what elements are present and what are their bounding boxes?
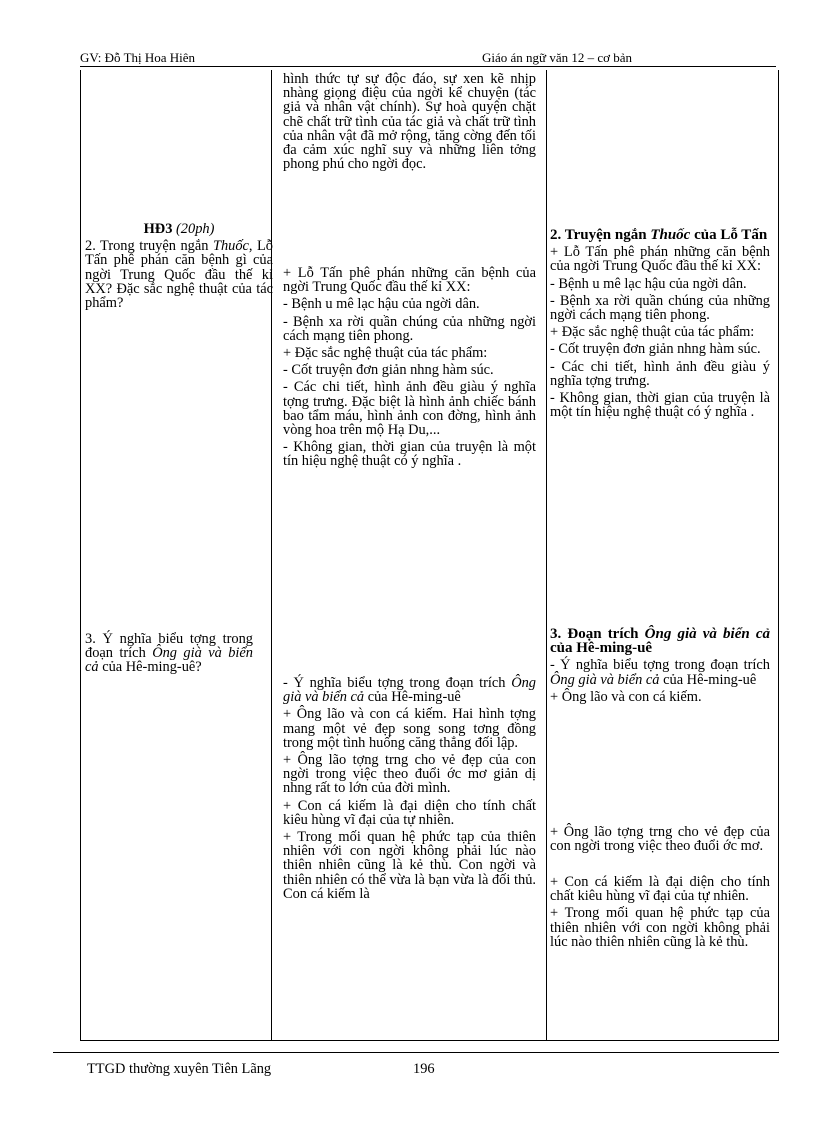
og-intro xyxy=(283,676,536,704)
og-intro-title: Ông già và biển cả xyxy=(283,675,536,706)
og-content xyxy=(283,676,536,904)
og-intro-a: - Ý nghĩa biểu tợng trong đoạn trích xyxy=(550,657,770,674)
content-intro xyxy=(283,72,536,174)
q2-text-b: , Lỗ Tấn phê phán căn bệnh gì của ngời Trung Quốc đầu thế kỉ XX? Đặc sắc nghệ thuật của tác phẩm? xyxy=(85,238,274,312)
thuoc-item: + Đặc sắc nghệ thuật của tác phẩm: xyxy=(283,345,488,362)
header-teacher: GV: Đỗ Thị Hoa Hiên xyxy=(80,50,196,65)
thuoc-item: - Bệnh xa rời quần chúng của những ngời cách mạng tiên phong. xyxy=(283,313,536,344)
og-intro-a: - Ý nghĩa biểu tợng trong đoạn trích xyxy=(283,675,512,691)
og-item: + Ông lão và con cá kiếm. Hai hình tợng mang một vẻ đẹp song song tơng đồng trong một tình huống căng thẳng đối lập. xyxy=(283,706,536,751)
header-subject: Giáo án ngữ văn 12 – cơ bản xyxy=(482,50,633,65)
summary-item: + Trong mối quan hệ phức tạp của thiên nhiên với con ngời không phải lúc nào thiên nhiên cũng là kẻ thù. xyxy=(550,905,770,950)
og-item: + Ông lão tợng trng cho vẻ đẹp của con ngời trong việc theo đuổi ớc mơ giản dị nhng rất to lớn của đời mình. xyxy=(283,752,536,797)
column-divider-2 xyxy=(546,70,547,1040)
summary-og-intro xyxy=(550,658,770,686)
summary-item: + Ông lão và con cá kiếm. xyxy=(550,688,702,705)
question-3 xyxy=(85,632,253,678)
h3-text-a: 3. Đoạn trích xyxy=(550,626,645,642)
page-number: 196 xyxy=(413,1061,435,1077)
hd3-heading xyxy=(85,222,273,236)
column-divider-1 xyxy=(271,70,272,1040)
summary-item: - Các chi tiết, hình ảnh đều giàu ý nghĩa tợng trưng. xyxy=(550,358,770,389)
h2-title: Thuốc xyxy=(650,227,691,243)
thuoc-item: - Các chi tiết, hình ảnh đều giàu ý nghĩa tợng trưng. Đặc biệt là hình ảnh chiếc bánh bao tẩm máu, hình ảnh con đờng, hình ảnh vòng hoa trên mộ Hạ Du,... xyxy=(283,379,536,439)
summary-heading-2 xyxy=(550,228,770,242)
h2-text-a: 2. Truyện ngắn xyxy=(550,227,651,243)
thuoc-item: - Cốt truyện đơn giản nhng hàm súc. xyxy=(283,362,494,379)
summary-heading-3 xyxy=(550,627,770,655)
summary-item: - Cốt truyện đơn giản nhng hàm súc. xyxy=(550,341,761,358)
summary-item: - Bệnh xa rời quần chúng của những ngời cách mạng tiên phong. xyxy=(550,292,770,324)
summary-item: - Không gian, thời gian của truyện là một tín hiệu nghệ thuật có ý nghĩa . xyxy=(550,390,770,421)
thuoc-item: - Không gian, thời gian của truyện là một tín hiệu nghệ thuật có ý nghĩa . xyxy=(283,439,536,470)
og-intro-title: Ông già và biển cả xyxy=(550,671,660,688)
summary-og xyxy=(550,627,770,707)
footer-school: TTGD thường xuyên Tiên Lãng xyxy=(87,1061,272,1077)
summary-item: + Đặc sắc nghệ thuật của tác phẩm: xyxy=(550,324,755,341)
q3-text-b: của Hê-ming-uê? xyxy=(98,659,202,676)
page-header xyxy=(80,48,776,67)
page-footer xyxy=(53,1052,779,1077)
h3-title: Ông già và biển cả xyxy=(644,626,770,642)
summary-og-item-2: + Ông lão tợng trng cho vẻ đẹp của con ngời trong việc theo đuổi ớc mơ. xyxy=(550,824,770,855)
q3-title: Ông già và biển cả xyxy=(85,645,254,676)
content-intro-text: hình thức tự sự độc đáo, sự xen kẽ nhịp nhàng giọng điệu của ngời kể chuyện (tác giả và nhân vật chính). Sự hoà quyện chặt chẽ chất trữ tình của tác giả và chất trữ tình của nhân vật đã mở rộng, tăng cờng đến tối đa cảm xúc nghĩ suy và những liên tởng phong phú cho ngời đọc. xyxy=(283,71,536,173)
og-item: + Con cá kiếm là đại diện cho tính chất kiêu hùng vĩ đại của tự nhiên. xyxy=(283,797,536,828)
thuoc-item: - Bệnh u mê lạc hậu của ngời dân. xyxy=(283,296,480,313)
h2-text-b: của Lỗ Tấn xyxy=(690,227,768,243)
thuoc-content xyxy=(283,266,536,472)
summary-item: - Bệnh u mê lạc hậu của ngời dân. xyxy=(550,275,747,292)
hd3-block xyxy=(85,222,273,313)
h3-text-b: của Hê-ming-uê xyxy=(550,640,653,657)
thuoc-item: + Lỗ Tấn phê phán những căn bệnh của ngời Trung Quốc đầu thế kỉ XX: xyxy=(283,265,536,296)
hd3-label: HĐ3 xyxy=(143,221,173,237)
summary-item: + Lỗ Tấn phê phán những căn bệnh của ngời Trung Quốc đầu thế kỉ XX: xyxy=(550,244,770,275)
hd3-time: (20ph) xyxy=(176,221,215,237)
question-2 xyxy=(85,239,273,310)
summary-thuoc xyxy=(550,228,770,422)
q2-title: Thuốc xyxy=(212,238,249,255)
og-intro-b: của Hê-ming-uê xyxy=(364,689,461,706)
summary-og-items-3-4 xyxy=(550,875,770,952)
og-intro-b: của Hê-ming-uê xyxy=(659,671,757,688)
q2-text-a: 2. Trong truyện ngắn xyxy=(85,238,213,255)
summary-item: + Con cá kiếm là đại diện cho tính chất kiêu hùng vĩ đại của tự nhiên. xyxy=(550,874,770,905)
q3-text-a: 3. Ý nghĩa biểu tợng trong đoạn trích xyxy=(85,631,253,662)
og-item: + Trong mối quan hệ phức tạp của thiên nhiên với con ngời không phải lúc nào thiên nhiên cũng là kẻ thù. Con ngời và thiên nhiên có thể vừa là bạn vừa là đối thủ. Con cá kiếm là xyxy=(283,829,536,902)
